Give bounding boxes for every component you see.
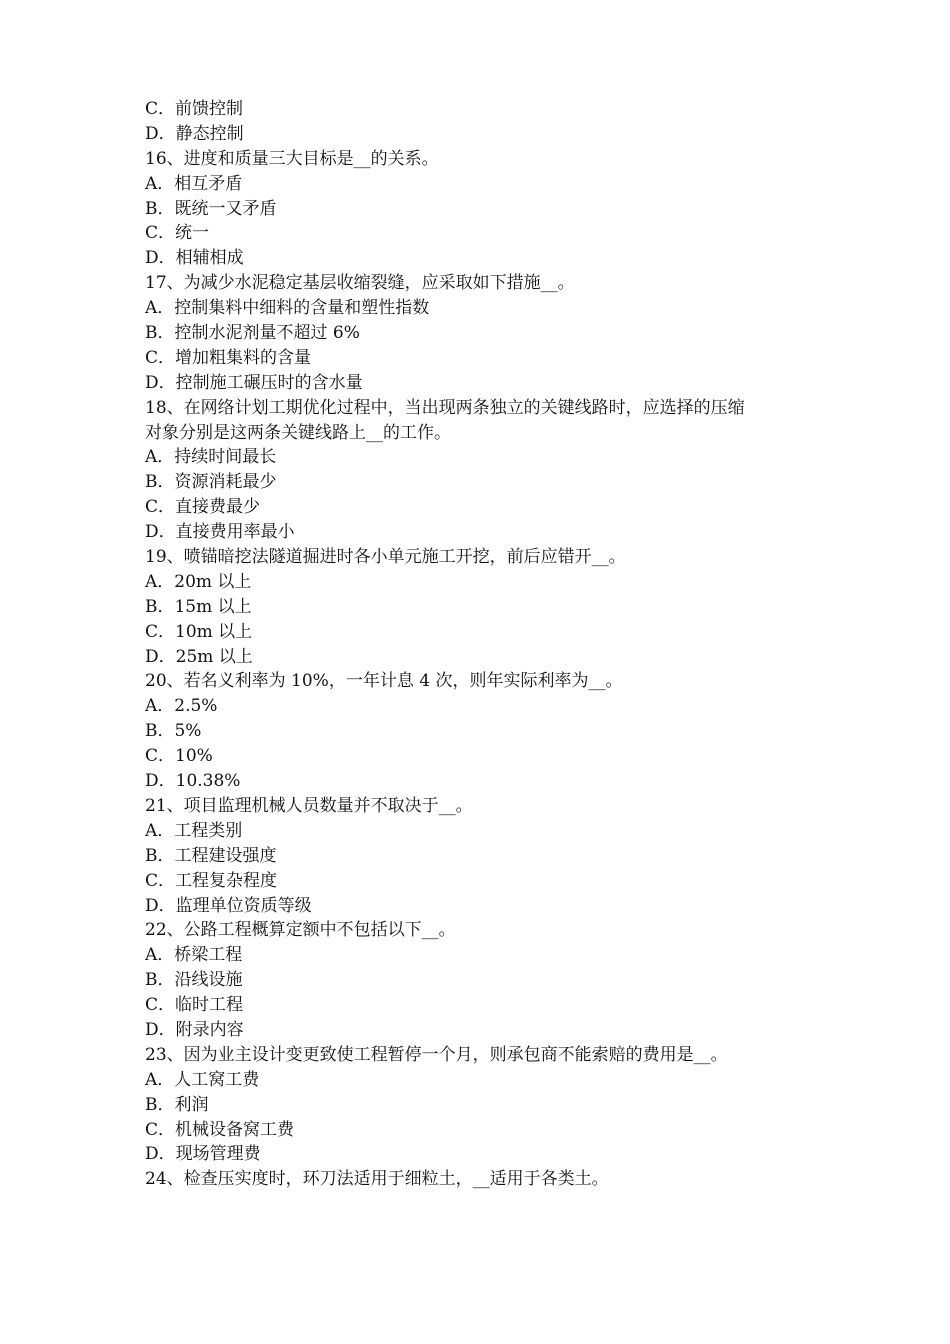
option-line: C．机械设备窝工费: [145, 1119, 295, 1140]
option-line: C．增加粗集料的含量: [145, 347, 312, 368]
text-line: C．前馈控制: [145, 99, 244, 119]
option-line: C．临时工程: [145, 995, 244, 1016]
option-line: D．现场管理费: [145, 1144, 261, 1165]
question-line: 21、项目监理机械人员数量并不取决于__。: [145, 795, 473, 816]
option-line: D．监理单位资质等级: [145, 895, 312, 916]
option-line: A．20m 以上: [145, 571, 252, 592]
option-line: A．持续时间最长: [145, 447, 277, 468]
option-line: D．25m 以上: [145, 646, 253, 667]
question-line: 24、检查压实度时，环刀法适用于细粒土，__适用于各类土。: [145, 1169, 609, 1190]
option-line: B．利润: [145, 1094, 209, 1115]
option-line: C．直接费最少: [145, 497, 261, 518]
option-line: D．附录内容: [145, 1019, 244, 1040]
option-line: D．相辅相成: [145, 248, 244, 269]
text-line: D．静态控制: [145, 123, 244, 144]
option-line: B．既统一又矛盾: [145, 198, 277, 219]
question-line: 22、公路工程概算定额中不包括以下__。: [145, 920, 456, 941]
option-line: B．工程建设强度: [145, 845, 277, 866]
option-line: A．相互矛盾: [145, 173, 243, 194]
option-line: A．工程类别: [145, 820, 243, 841]
option-line: A．人工窝工费: [145, 1069, 260, 1090]
option-line: C．统一: [145, 223, 210, 244]
question-line: 18、在网络计划工期优化过程中，当出现两条独立的关键线路时，应选择的压缩: [145, 397, 745, 418]
option-line: B．资源消耗最少: [145, 472, 277, 493]
option-line: B．5%: [145, 721, 202, 742]
question-line: 16、进度和质量三大目标是__的关系。: [145, 148, 439, 169]
option-line: C．10%: [145, 746, 213, 767]
option-line: B．15m 以上: [145, 596, 252, 617]
question-line-continued: 对象分别是这两条关键线路上__的工作。: [145, 422, 451, 443]
question-line: 17、为减少水泥稳定基层收缩裂缝，应采取如下措施__。: [145, 273, 575, 294]
option-line: C．10m 以上: [145, 621, 253, 642]
option-line: A．桥梁工程: [145, 945, 243, 966]
option-line: B．沿线设施: [145, 970, 243, 991]
option-line: B．控制水泥剂量不超过 6%: [145, 323, 360, 344]
question-line: 20、若名义利率为 10%，一年计息 4 次，则年实际利率为__。: [145, 671, 623, 692]
option-line: D．10.38%: [145, 771, 241, 792]
question-text-block: [145, 97, 825, 1192]
question-line: 19、喷锚暗挖法隧道掘进时各小单元施工开挖，前后应错开__。: [145, 547, 626, 568]
option-line: D．控制施工碾压时的含水量: [145, 372, 363, 393]
option-line: C．工程复杂程度: [145, 870, 278, 891]
option-line: A．2.5%: [145, 696, 218, 717]
option-line: D．直接费用率最小: [145, 522, 295, 543]
option-line: A．控制集料中细料的含量和塑性指数: [145, 298, 430, 319]
question-line: 23、因为业主设计变更致使工程暂停一个月，则承包商不能索赔的费用是__。: [145, 1044, 728, 1065]
